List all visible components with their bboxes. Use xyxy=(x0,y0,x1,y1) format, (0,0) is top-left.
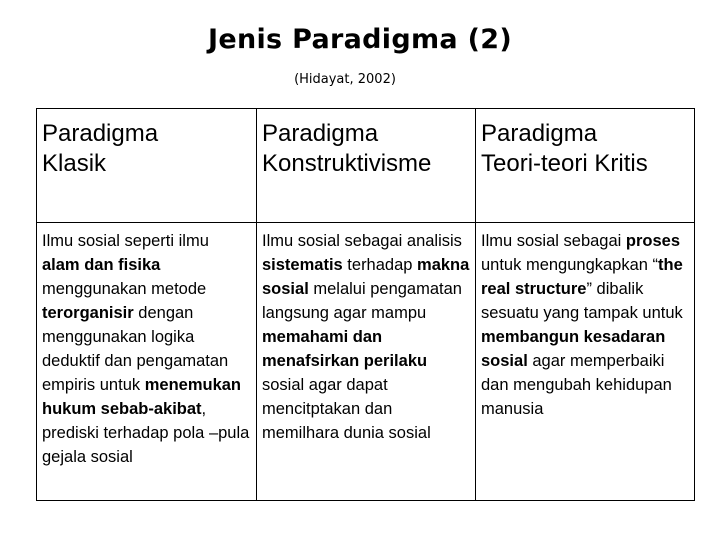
emphasis-text: menemukan hukum sebab-akibat xyxy=(42,376,242,418)
emphasis-text: membangun kesadaran sosial xyxy=(481,328,666,370)
table-body-row xyxy=(37,223,695,501)
description-cell-teori-kritis xyxy=(476,223,695,501)
emphasis-text: makna sosial xyxy=(262,256,470,298)
citation: (Hidayat, 2002) xyxy=(294,72,396,87)
emphasis-text: the real structure xyxy=(481,256,683,298)
description-text: agar memperbaiki dan mengubah kehidupan manusia xyxy=(481,352,672,418)
description-text: menggunakan metode xyxy=(42,280,207,298)
emphasis-text: memahami dan menafsirkan perilaku xyxy=(262,328,428,370)
header-line-2: Klasik xyxy=(42,150,107,177)
description-text: terhadap xyxy=(342,256,418,274)
header-line-2: Konstruktivisme xyxy=(262,150,432,177)
header-line-1: Paradigma xyxy=(481,120,598,147)
description-text: sosial agar dapat mencitptakan dan memilhara dunia sosial xyxy=(262,376,431,442)
emphasis-text: terorganisir xyxy=(42,304,134,322)
description-text: dengan menggunakan logika deduktif dan pengamatan empiris untuk xyxy=(42,304,229,394)
emphasis-text: proses xyxy=(625,232,681,250)
emphasis-text: alam dan fisika xyxy=(42,256,161,274)
page-title: Jenis Paradigma (2) xyxy=(208,24,512,55)
table-header-row xyxy=(37,109,695,223)
header-cell-konstruktivisme xyxy=(257,109,476,223)
header-line-1: Paradigma xyxy=(42,120,159,147)
emphasis-text: sistematis xyxy=(262,256,343,274)
description-text: Ilmu sosial seperti ilmu xyxy=(42,232,209,250)
header-cell-teori-kritis xyxy=(476,109,695,223)
description-cell-konstruktivisme xyxy=(257,223,476,501)
description-cell-klasik xyxy=(37,223,257,501)
header-line-2: Teori-teori Kritis xyxy=(481,150,648,177)
description-text: untuk mengungkapkan “ xyxy=(481,256,659,274)
description-text: ” dibalik sesuatu yang tampak untuk xyxy=(481,280,683,322)
header-line-1: Paradigma xyxy=(262,120,379,147)
description-text: melalui pengamatan langsung agar mampu xyxy=(262,280,462,322)
description-text: Ilmu sosial sebagai analisis xyxy=(262,232,462,250)
description-text: , prediski terhadap pola –pula gejala sosial xyxy=(42,400,250,466)
header-cell-klasik xyxy=(37,109,257,223)
description-text: Ilmu sosial sebagai xyxy=(481,232,626,250)
paradigm-table xyxy=(36,108,695,501)
